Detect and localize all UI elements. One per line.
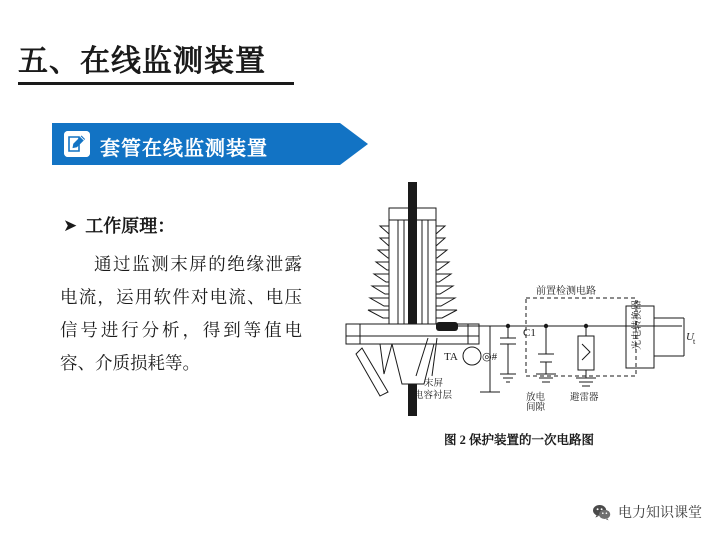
- circuit-diagram: [340, 178, 698, 440]
- footer: [592, 502, 702, 522]
- page-title: 五、在线监测装置: [18, 45, 266, 78]
- label-arrester: 避雷器: [570, 393, 599, 403]
- section-banner: [52, 123, 370, 165]
- label-output-sub: t: [693, 337, 696, 346]
- footer-label: 电力知识课堂: [618, 504, 702, 520]
- banner-arrow: [340, 123, 368, 165]
- figure-caption: 图 2 保护装置的一次电路图: [443, 433, 594, 447]
- banner-label: 套管在线监测装置: [100, 138, 268, 160]
- label-detect-circuit: 前置检测电路: [536, 286, 596, 297]
- title-underline: [18, 82, 294, 85]
- bullet-label: 工作原理：: [85, 216, 176, 236]
- label-output: U: [686, 331, 694, 343]
- label-ta: TA: [444, 351, 458, 363]
- bullet-heading: [63, 212, 175, 238]
- label-converter: 光电转换器: [632, 300, 643, 350]
- label-end-screen: 末屏: [424, 379, 444, 389]
- label-discharge-gap: 放电: [526, 393, 546, 403]
- pencil-note-icon: [64, 131, 90, 157]
- bullet-marker-icon: ➤: [63, 215, 78, 235]
- wechat-icon: [592, 503, 611, 522]
- label-capacitor-liner: 电容衬层: [414, 391, 453, 401]
- label-discharge-gap-2: 间隙: [526, 403, 546, 413]
- body-paragraph: 通过监测末屏的绝缘泄露电流，运用软件对电流、电压信号进行分析，得到等值电容、介质损耗等。: [60, 254, 302, 373]
- label-c1: C1: [523, 327, 536, 339]
- label-ta-symbol: ◎#: [482, 351, 498, 363]
